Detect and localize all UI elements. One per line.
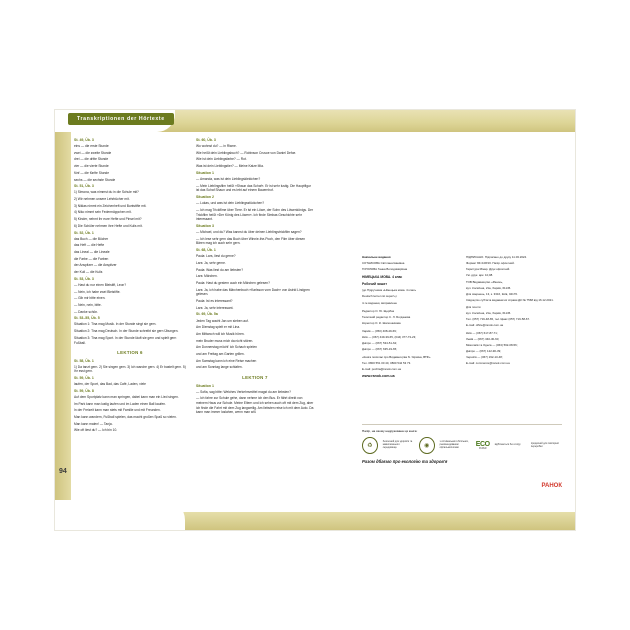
line: Lars: Ja, ich habe das Märchenbuch »Karlsson vom Dach« von Astrid Lindgren gelesen. (196, 287, 310, 297)
line: 2) Wir nehmen unsere Lehrbücher mit. (74, 197, 130, 202)
book-subtitle: Робочий зошит (362, 281, 387, 286)
line: — Lukas, und was ist dein Lieblingsstückchen? (196, 201, 265, 206)
imprint-right (466, 255, 564, 367)
line: der Anspitzer — die Anspitzer (74, 263, 117, 268)
line: E-mail: pochta@ranok.com.ua (362, 367, 401, 372)
line: E-mail: office@ranok.com.ua (466, 322, 504, 327)
heading: St. 59, Üb. 1 (74, 376, 94, 381)
line: zwei — die zweite Stunde (74, 150, 112, 155)
line: — Amanda, was ist dein Lieblingskleidchen? (196, 176, 261, 181)
line: eins — die erste Stunde (74, 144, 109, 149)
line: Lars: Ja, sehr gerne. (196, 260, 226, 265)
column-1 (74, 138, 186, 435)
eco-logo-sub: PAPER (478, 448, 487, 450)
section-tab: Transkriptionen der Hörtexte (68, 113, 174, 125)
line: Auf dem Sportplatz kann man springen, dabei kann man ein Lied singen. (74, 394, 179, 399)
line: das Buch — die Bücher (74, 236, 109, 241)
eye-icon: ◉ (419, 437, 435, 454)
decor-left-band (55, 110, 71, 530)
book-title: НІМЕЦЬКА МОВА. 4 клас (362, 275, 403, 280)
line: Lars: Ja, sehr interessant. (196, 305, 234, 310)
line: (до Підручника «Німецька мова. 4 клас» (362, 288, 417, 293)
line: sechs — die sechste Stunde (74, 177, 116, 182)
line: Am Samstag kann ich eine Reise machen (196, 358, 257, 363)
line: drei — die dritte Stunde (74, 157, 109, 162)
line: Миколаїв та Одеса — (063) 562-08-56; (466, 342, 518, 347)
line: Навчальне видання (362, 255, 391, 259)
line: Тел. (057) 719-48-65, тел./факс (057) 719-58-67. (466, 316, 530, 321)
line: vier — die vierte Stunde (74, 164, 109, 169)
line: СОТНИКОВА Світлана Іванівна (362, 261, 405, 266)
line: Чернігів — (067) 192-13-48; (466, 355, 503, 359)
line: Lars: Märchen. (196, 274, 218, 279)
line: Man kann malen! — Tanja. (74, 421, 113, 426)
line: Технічний редактор С. Л. Богданова (362, 314, 411, 319)
heading: Situation 1 (196, 170, 214, 175)
recycle-icon: ♻ (362, 437, 378, 454)
heading: St. 52, Üb. 1 (74, 230, 94, 235)
line: mein Bruder muss mich da nicht stören. (196, 338, 254, 343)
line: Am Mittwoch will ich Musik hören. (196, 331, 245, 336)
eco-slogan: Разом дбаємо про екологію та здоров'я (362, 459, 448, 464)
line: Львів — (067) 340-30-60; (466, 336, 500, 341)
heading: Situation 3 (196, 223, 214, 228)
line: Wie ist dein Lieblingsfarbe? — Rot. (196, 157, 247, 162)
eco-caption: Папір, на якому надрукована ця книга: (362, 429, 418, 433)
website-link[interactable]: www.ranok.com.ua (362, 374, 395, 379)
line: ПІДПИСАНО. Підписано до друку 11.03.2024. (466, 255, 527, 259)
line: ГОГОЛЄВА Ганна Володимирівна (362, 267, 408, 272)
line: вул. Космічна, 21а, Харків, 61145. (466, 286, 512, 291)
line: — Ich fahre zur Schule gehe, dann nehme ich den Bus. Er fährt direkt von meinem Haus zur Schule. Meine Eltern und ich sehen auch oft mit dem Zug, aber ich finde die Fahrt mit dem Zug langweilig. Am liebsten reise ich mit dem Auto. Da kann man immer loslahen, wenn man will. (196, 396, 314, 415)
line: E-mail: commerce@ranok.com.ua (466, 361, 510, 366)
heading: Situation 2 (196, 195, 214, 200)
line: Коректор О. Є. Шапошнікова (362, 320, 401, 325)
eco-paper-logo (476, 441, 490, 450)
line: Situation 2: Tina mag Deutsch. In der Stunde schreibt sie gern Übungen. (74, 329, 179, 334)
line: Wie oft liest du? — Ich bin 10. (74, 428, 118, 433)
line: вул. Космічна, 21а, Харків, 61145. (466, 310, 512, 315)
line: Am Dienstag spielt er mit Lina. (196, 325, 241, 330)
line: Дніпро — (067) 534-51-62; (362, 340, 398, 345)
line: Свідоцтво суб'єкта видавничої справи ДК № 7568 від 16.12.2021. (466, 298, 554, 303)
line: «Книга посилає про Видавництва N. Україна, ВТФ» (362, 355, 431, 360)
line: Man kann wandern, Fußball spielen, das macht großen Spaß so vielen. (74, 415, 177, 420)
line: Paula: Hast du gestern auch ein Märchen gelesen? (196, 280, 270, 285)
line: Тел. 0800 551 00 40, 0800 544 53 73. (362, 361, 412, 366)
line: Ум. друк. арк. 10,08. (466, 273, 494, 278)
heading: St. 51, Üb. 3 (74, 184, 94, 189)
eco-caption-4: придатний для повторної переробки (530, 441, 559, 448)
line: Jeden Tag wacht Jan um sieben auf. (196, 318, 249, 323)
line: Paula: Lars, liest du gerne? (196, 254, 236, 259)
line: Paula: Ist es interessant? (196, 299, 233, 304)
heading: St. 53, Üb. 3 (74, 276, 94, 281)
heading: Situation 1 (196, 383, 214, 388)
line: Дніпро — (067) 122-90-39; (466, 348, 502, 353)
line: und am Freitag am Garten grillen. (196, 352, 245, 357)
line: 4) Niko nimmt sein Federmäppchen mit. (74, 210, 132, 215)
line: — Gib mir bitte einen. (74, 296, 106, 301)
line: Харків — (050) 408-49-69; (362, 328, 397, 333)
heading: St. 53–55, Üb. 5 (74, 316, 100, 321)
line: Situation 1: Tina mag Musik. In der Stunde singt sie gern. (74, 322, 157, 327)
line: Was ist dein Lieblingstier? — Meine Katze Mia. (196, 164, 264, 169)
heading: St. 58, Üb. 1 (74, 358, 94, 363)
line: — Sofia, sag bitte: Welches Verkehrsmittel magst du am liebsten? (196, 389, 291, 394)
line: 6) Die Schüler nehmen ihre Hefte und Kulis mit. (74, 223, 143, 228)
line: Формат 84×108/16. Папір офсетний. (466, 261, 515, 266)
eco-icon-row (362, 437, 562, 454)
eco-caption-1: безпечний для здоров'я та навколишнього середовища (382, 440, 413, 449)
line: ТОВ Видавництво «Ранок», (466, 280, 504, 285)
line: Редактор О. Ю. Щербак (362, 308, 395, 313)
line: Київ — (067) 449-39-65, (044) 377-73-23; (362, 334, 417, 339)
line: und am Sonntag lange schlafen. (196, 365, 243, 370)
heading: St. 68, Üb. 1 (196, 248, 216, 253)
line: Im Park kann man lustig laufen und im Laden einen Ball kaufen. (74, 401, 166, 406)
line: laufen, der Sport, das Bad, das Café, Laden, viele (74, 382, 146, 387)
line: — Ich lese sehr gern das Buch über Winnie-the-Pooh, den Film über diesen Bären mag ich auch sehr gern. (196, 236, 306, 246)
line: — Nein, nein, bitte. (74, 303, 102, 308)
eco-caption-2: з оптимального-бiлiльних, рекомендованим офтальмологами (439, 440, 469, 449)
line: — Hast du nur einen Bleistift, Leon? (74, 282, 127, 287)
line: — Danke schön. (74, 309, 99, 314)
column-2 (196, 138, 314, 417)
eco-caption-3: відбілюється без хлору (494, 443, 521, 447)
line: Deutsch lernen ist super!») (362, 294, 397, 299)
line: die Farbe — die Farben (74, 256, 109, 261)
line: Situation 3: Tina mag Sport. In der Stunde läuft sie gern und spielt gern Fußball. (74, 335, 177, 345)
line: 3) Niklas nimmt ein Zeichenheft und Buntstifte mit. (74, 203, 147, 208)
line: das Heft — die Hefte (74, 243, 105, 248)
eco-block (362, 424, 562, 489)
line: Київ — (067) 617-87-71; (466, 330, 498, 335)
line: 1) Simona, was nimmst du in die Schule mit? (74, 190, 139, 195)
line: — Nein, ich habe zwei Bleistifte. (74, 289, 121, 294)
lesson-heading: LEKTION 6 (117, 350, 143, 356)
line: In der Freizeit kann man stets mit Familie und mit Freunden. (74, 408, 161, 413)
line: der Kuli — die Kulis (74, 270, 103, 275)
heading: St. 69, Üb. 5a (196, 312, 218, 317)
line: 4-те видання, виправлене (362, 300, 397, 305)
heading: St. 49, Üb. 3 (74, 138, 94, 142)
line: Дніпро — (067) 635-19-65; (362, 346, 398, 351)
line: Paula: Was liest du am liebsten? (196, 267, 244, 272)
page-number: 94 (59, 468, 67, 475)
lesson-heading: LEKTION 7 (242, 375, 268, 381)
line: 1) Da tanzt gern. 2) Sie singen gern. 3) Ich wandre gern. 4) Er bastelt gern. 5) Ihr esst gern. (74, 364, 186, 374)
line: — Michael, und du? Was kannst du über deinen Lieblingstrickfilm sagen? (196, 229, 302, 234)
publisher-logo: РАНОК (541, 483, 562, 489)
line: — Ich mag Trickfilme über Tiere. Er ist ein Löwe, der Sohn des Löwenkönigs. Der Trickfilm heißt »Der König des Löwen«. Ich finde Simbas Geschichte sehr interessant. (196, 207, 314, 222)
line: Для пошти (466, 304, 481, 309)
heading: St. 59, Üb. 8 (74, 388, 94, 393)
imprint-left (362, 255, 458, 381)
line: Для звернень, 13, к. 3316, Київ, 04176. (466, 292, 518, 297)
line: — Mein Lieblingsfilm heißt »Shaun das Schaf«. Er ist sehr lustig. Die Hauptfigur ist das Schaf Shaun und es lebt auf einem Bauernhof. (196, 183, 311, 193)
heading: St. 60, Üb. 3 (196, 138, 216, 142)
eco-logo-text: ECO (475, 441, 490, 448)
line: Am Donnerstag möcht' ich Schach spielen (196, 345, 257, 350)
line: fünf — die fünfte Stunde (74, 170, 110, 175)
line: Wie heißt dein Lieblingsbuch? — Robinson Crusoe von Daniel Defoe. (196, 150, 297, 155)
line: Гарнітура Мінар. Друк офсетний. (466, 267, 511, 272)
line: 5) Kinder, nehmt ihr eure Hefte und Pinsel mit? (74, 217, 142, 222)
line: das Lineal — die Lineale (74, 250, 110, 255)
line: Wo wohnst du? — in Riwne. (196, 144, 237, 149)
